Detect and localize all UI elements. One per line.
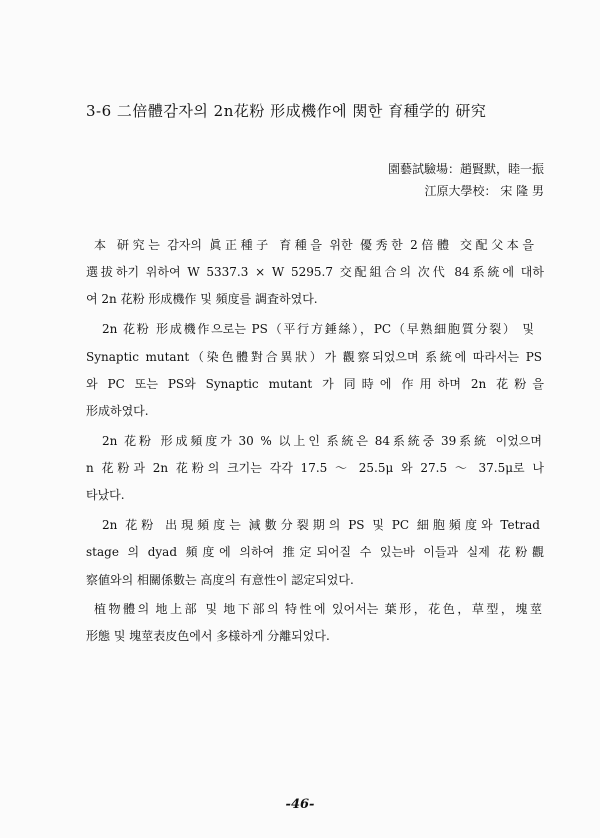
abstract-line: stage 의 dyad 頻度에 의하여 推定되어질 수 있는바 이들과 실제 花粉觀 bbox=[86, 545, 544, 559]
abstract-line: 2n 花粉 形成頻度가 30 % 以上인 系統은 84系統중 39系統 이었으며 bbox=[102, 434, 542, 448]
affiliation-horticulture-station: 園藝試驗場：趙賢默，睦一振 bbox=[387, 162, 544, 176]
abstract-line: Synaptic mutant（染色體對合異狀）가 觀察되었으며 系統에 따라서는 PS bbox=[86, 350, 542, 364]
abstract-line: 形態 및 塊莖表皮色에서 多様하게 分離되었다. bbox=[86, 629, 330, 643]
abstract-line: 植物體의 地上部 및 地下部의 特性에 있어서는 葉形，花色，草型，塊莖 bbox=[94, 602, 542, 616]
abstract-line: 여 2n 花粉 形成機作 및 頻度를 調査하였다. bbox=[86, 292, 318, 306]
abstract-line: n 花粉과 2n 花粉의 크기는 각각 17.5 ～ 25.5μ 와 27.5 ～ 37.5μ로 나 bbox=[86, 461, 544, 475]
abstract-line: 選拔하기 위하여 W 5337.3 × W 5295.7 交配組合의 次代 84系統에 대하 bbox=[86, 265, 544, 279]
abstract-line: 察値와의 相關係數는 高度의 有意性이 認定되었다. bbox=[86, 573, 354, 587]
paper-title: 3-6 二倍體감자의 2n花粉 形成機作에 関한 育種学的 研究 bbox=[86, 102, 487, 120]
abstract-line: 2n 花粉 出現頻度는 減數分裂期의 PS 및 PC 細胞頻度와 Tetrad bbox=[102, 518, 540, 532]
abstract-line: 2n 花粉 形成機作으로는 PS（平行方錘絲），PC（早熟細胞質分裂） 및 bbox=[102, 322, 534, 336]
abstract-line: 와 PC 또는 PS와 Synaptic mutant 가 同時에 作用하며 2n 花粉을 bbox=[86, 377, 544, 391]
abstract-line: 形成하였다. bbox=[86, 404, 149, 418]
abstract-line: 타났다. bbox=[86, 488, 125, 502]
abstract-line: 本 研究는 감자의 眞正種子 育種을 위한 優秀한 2倍體 交配父本을 bbox=[94, 238, 534, 252]
affiliation-kangwon-university: 江原大學校： 宋 隆 男 bbox=[424, 184, 544, 198]
page-number: -46- bbox=[285, 797, 315, 812]
